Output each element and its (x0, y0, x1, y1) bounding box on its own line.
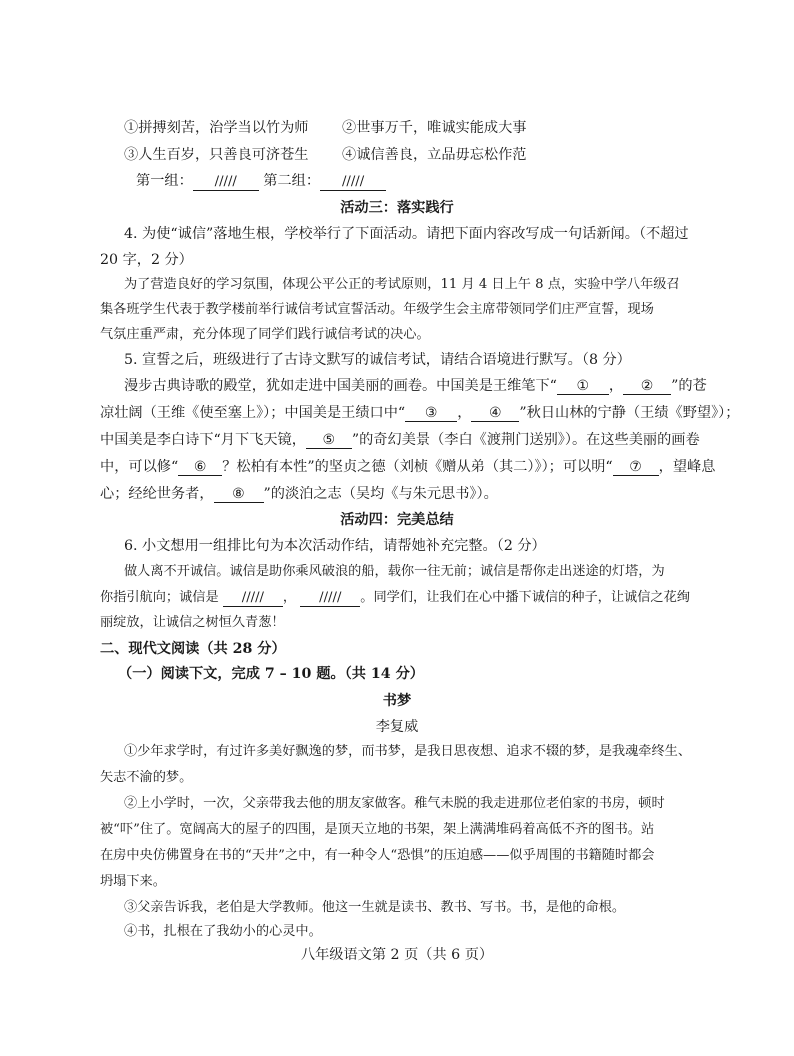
article-para2-line2: 被“吓”住了。宽阔高大的屋子的四围，是顶天立地的书架，架上满满堆码着高低不齐的图书。站 (100, 822, 655, 837)
q5-para-line1: 漫步古典诗歌的殿堂，犹如走进中国美丽的画卷。中国美是王维笔下“ ① ， ② ”的苍 (124, 378, 707, 394)
blank-1: ① (557, 378, 609, 395)
page-footer: 八年级语文第 2 页（共 6 页） (300, 947, 494, 963)
q5-line1: 5. 宣誓之后，班级进行了古诗文默写的诚信考试，请结合语境进行默写。（8 分） (124, 352, 631, 368)
option-1: ①拼搏刻苦，治学当以竹为师 (124, 120, 309, 136)
group1-blank: ///// (193, 174, 259, 191)
option-4: ④诚信善良，立品毋忘松作范 (342, 147, 527, 163)
article-para2-line1: ②上小学时，一次，父亲带我去他的朋友家做客。稚气未脱的我走进那位老伯家的书房，顿时 (124, 796, 665, 811)
article-para1-line1: ①少年求学时，有过许多美好飘逸的梦，而书梦，是我日思夜想、追求不辍的梦，是我魂牵终生、 (124, 744, 692, 759)
group2-blank: ///// (320, 174, 386, 191)
q5-para-line5: 心；经纶世务者， ⑧ ”的淡泊之志（吴均《与朱元思书》）。 (100, 486, 498, 502)
blank-7: ⑦ (613, 459, 659, 476)
q4-news-line2: 集各班学生代表于教学楼前举行诚信考试宣誓活动。年级学生会主席带领同学们庄严宣誓，现场 (100, 302, 654, 317)
article-para2-line3: 在房中央仿佛置身在书的“天井”之中，有一种令人“恐惧”的压迫感——似乎周围的书籍随时都会 (100, 848, 655, 863)
blank-3: ③ (405, 405, 457, 422)
article-para1-line2: 矢志不渝的梦。 (100, 770, 193, 785)
q4-line1: 4. 为使“诚信”落地生根，学校举行了下面活动。请把下面内容改写成一句话新闻。（不超过 (124, 226, 689, 242)
article-para3: ③父亲告诉我，老伯是大学教师。他这一生就是读书、教书、写书。书，是他的命根。 (124, 900, 626, 915)
blank-5: ⑤ (306, 432, 352, 449)
q6-blank-2: ///// (300, 590, 360, 607)
q6-line1: 6. 小文想用一组排比句为本次活动作结，请帮她补充完整。（2 分） (124, 538, 546, 554)
section2-subtitle: （一）阅读下文，完成 7 – 10 题。（共 14 分） (118, 666, 424, 682)
option-3: ③人生百岁，只善良可济苍生 (124, 147, 309, 163)
q4-line2: 20 字，2 分） (100, 252, 193, 268)
blank-4: ④ (471, 405, 519, 422)
article-para2-line4: 坍塌下来。 (100, 874, 166, 889)
q4-news-line1: 为了营造良好的学习氛围，体现公平公正的考试原则，11 月 4 日上午 8 点，实验中学八年级召 (124, 277, 680, 292)
q6-sentence-line3: 丽绽放，让诚信之树恒久青葱！ (100, 615, 285, 630)
group-answer-line (136, 171, 386, 191)
blank-8: ⑧ (214, 486, 264, 503)
q6-blank-1: ///// (223, 590, 283, 607)
blank-6: ⑥ (178, 459, 222, 476)
q6-sentence-line1: 做人离不开诚信。诚信是助你乘风破浪的船，载你一往无前；诚信是帮你走出迷途的灯塔，为 (124, 564, 665, 579)
article-title: 书梦 (382, 693, 412, 709)
q5-para-line3: 中国美是李白诗下“月下飞天镜， ⑤ ”的奇幻美景（李白《渡荆门送别》）。在这些美丽的画卷 (100, 432, 700, 448)
article-para4: ④书，扎根在了我幼小的心灵中。 (124, 924, 322, 939)
q5-para-line2: 凉壮阔（王维《使至塞上》）；中国美是王绩口中“ ③ ， ④ ”秋日山林的宁静（王绩《野望》）； (100, 405, 740, 421)
option-2: ②世事万千，唯诚实能成大事 (342, 120, 527, 136)
q4-news-line3: 气氛庄重严肃，充分体现了同学们践行诚信考试的决心。 (100, 327, 430, 342)
group1-label: 第一组： (136, 173, 193, 189)
group2-label: 第二组： (263, 173, 321, 189)
article-author: 李复威 (375, 719, 419, 735)
activity4-title: 活动四：完美总结 (340, 512, 454, 528)
section2-title: 二、现代文阅读（共 28 分） (100, 641, 286, 657)
q6-sentence-line2: 你指引航向；诚信是 ///// ， ///// 。同学们，让我们在心中播下诚信的种子，让诚信之花绚 (100, 590, 690, 605)
q5-para-line4: 中，可以修“ ⑥ ？松柏有本性”的坚贞之德（刘桢《赠从弟（其二）》）；可以明“ ⑦ ，望峰息 (100, 459, 716, 475)
blank-2: ② (623, 378, 671, 395)
activity3-title: 活动三：落实践行 (340, 200, 454, 216)
